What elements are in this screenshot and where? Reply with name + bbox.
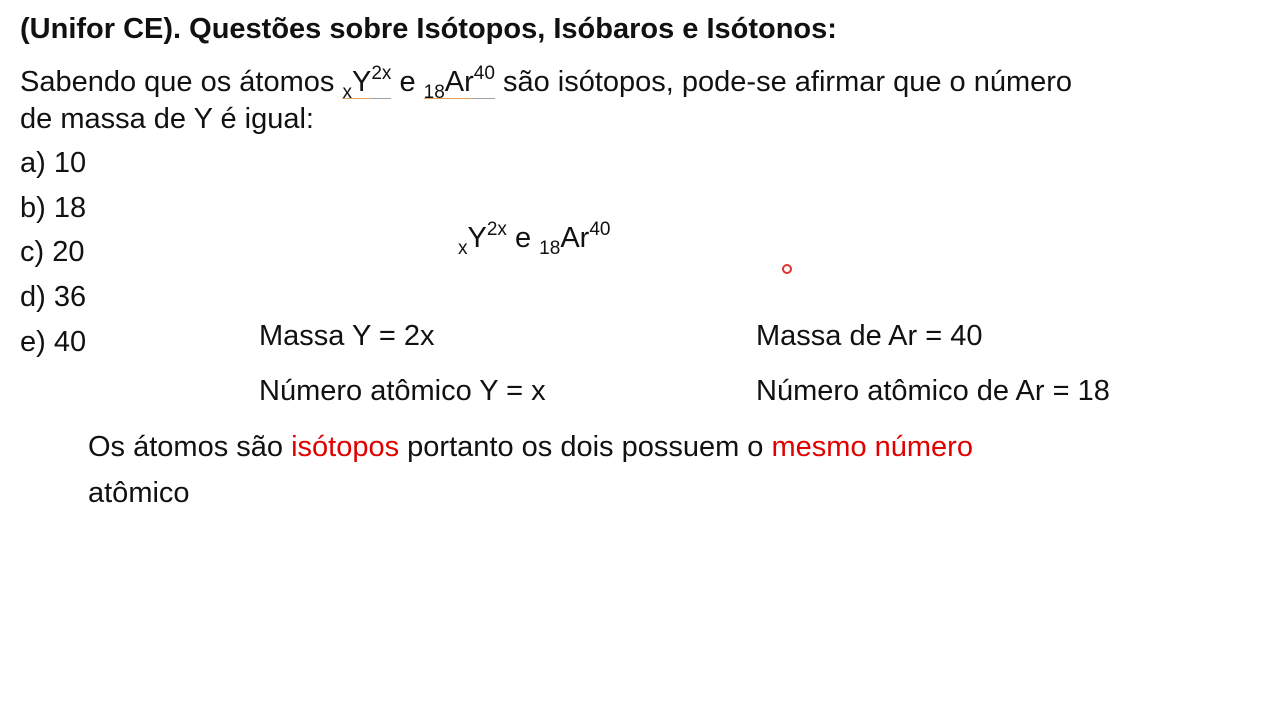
fact-massa-ar: Massa de Ar = 40 [756, 320, 983, 352]
cursor-indicator [782, 264, 792, 274]
explanation-line-1 [88, 429, 973, 465]
option-b: b) 18 [20, 192, 87, 224]
ar-symbol: Ar [444, 66, 474, 98]
formula [458, 212, 610, 267]
ar-mass-underline [473, 63, 495, 99]
question-suffix: são isótopos, pode-se afirmar que o número [494, 66, 1073, 98]
fact-massa-y: Massa Y = 2x [259, 320, 435, 352]
question-prefix: Sabendo que os átomos [20, 66, 343, 98]
option-c: c) 20 [20, 236, 85, 268]
question-line-2: de massa de Y é igual: [20, 103, 314, 135]
fact-numero-atomico-ar: Número atômico de Ar = 18 [756, 375, 1110, 407]
explanation-line-2: atômico [88, 477, 190, 509]
formula-ar-atomic-number: 18 [539, 238, 561, 259]
explanation-part-1: Os átomos são [88, 431, 292, 463]
formula-conjunction: e [506, 222, 540, 254]
page-title: (Unifor CE). Questões sobre Isótopos, Isóbaros e Isótonos: [20, 13, 837, 45]
option-a: a) 10 [20, 147, 87, 179]
isotope-ar-notation [423, 66, 474, 103]
isotope-y-notation [342, 66, 372, 103]
highlight-mesmo-numero: mesmo número [771, 431, 973, 463]
explanation-part-2: portanto os dois possuem o [399, 431, 772, 463]
y-mass-underline [371, 63, 392, 99]
y-mass-number: 2x [371, 63, 392, 84]
formula-y-mass-number: 2x [486, 219, 507, 240]
ar-mass-number: 40 [473, 63, 495, 84]
ar-atomic-number: 18 [423, 82, 445, 103]
highlight-isotopos: isótopos [291, 431, 400, 463]
formula-ar-mass-number: 40 [589, 219, 611, 240]
y-symbol: Y [351, 66, 372, 98]
y-atomic-number: x [342, 82, 352, 103]
formula-ar-symbol: Ar [560, 222, 590, 254]
fact-numero-atomico-y: Número atômico Y = x [259, 375, 546, 407]
formula-y-symbol: Y [467, 222, 487, 254]
option-e: e) 40 [20, 326, 87, 358]
option-d: d) 36 [20, 281, 87, 313]
question-conjunction: e [391, 66, 424, 98]
formula-y-atomic-number: x [458, 238, 468, 259]
